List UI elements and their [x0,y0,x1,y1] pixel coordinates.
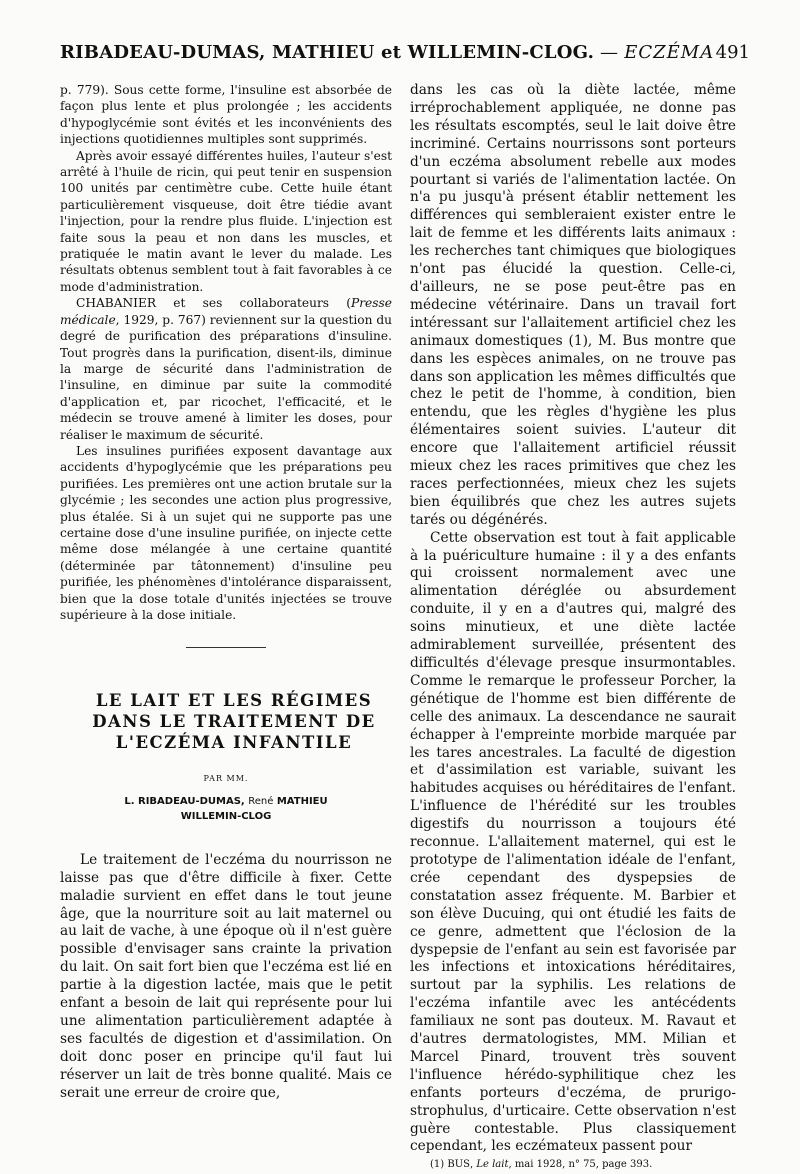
paragraph: Les insulines purifiées exposent davantage aux accidents d'hypoglycémie que les préparations peu purifiées. Les premières ont une action brutale sur la glycémie ; les secondes une action plus progressive, plus étalée. Si à un sujet qui ne supporte pas une certaine dose d'une insuline purifiée, on injecte cette même dose mélangée à une certaine quantité (déterminée par tâtonnement) d'insuline peu purifiée, les phénomènes d'intolérance disparaissent, bien que la dose totale d'unités injectées se trouve supérieure à la dose initiale. [60,443,392,622]
article-title-line-1: LE LAIT ET LES RÉGIMES [95,691,373,711]
author-text: L. RIBADEAU-DUMAS, [124,795,249,807]
header-separator: — [600,42,619,63]
article-authors [60,794,392,824]
journal-name: Presse médicale [60,296,392,327]
author-text: René [248,795,274,807]
header-authors: RIBADEAU-DUMAS, MATHIEU et WILLEMIN-CLOG. [60,42,595,63]
by-line: PAR MM. [203,774,249,784]
footnote-marker: (1) [430,1159,448,1171]
left-column [60,82,392,1103]
footnote-details: , mai 1928, n° 75, page 393. [508,1159,653,1171]
author-text: MATHIEU [273,795,328,807]
authors-line-1 [60,794,392,809]
paragraph: Le traitement de l'eczéma du nourrisson ne laisse pas que d'être difficile à fixer. Cette maladie survient en effet dans le tout jeune âge, que la nourriture soit au lait maternel ou au lait de vache, à une époque où il n'est guère possible d'envisager sans crainte la privation du lait. On sait fort bien que l'eczéma est lié en partie à la digestion lactée, mais que le petit enfant a besoin de lait qui représente pour lui une alimentation particulièrement adaptée à ses facultés de digestion et d'assimilation. On doit donc poser en principe qu'il faut lui réserver un lait de très bonne qualité. Mais ce serait une erreur de croire que, [60,851,392,1101]
text-run: et ses collaborateurs ( [156,296,352,311]
footnote-author: BUS [447,1159,470,1171]
article-title-line-2: DANS LE TRAITEMENT DE [92,712,376,732]
header-topic: ECZÉMA [624,42,715,63]
author-name: CHABANIER [76,296,157,311]
running-header [60,42,750,74]
paragraph: Après avoir essayé différentes huiles, l'auteur s'est arrêté à l'huile de ricin, qui peut tenir en suspension 100 unités par centimètre cube. Cette huile étant particulièrement visqueuse, doit être tiédie avant l'injection, pour la rendre plus fluide. L'injection est faite sous la peau et non dans les muscles, et pratiquée le matin avant le lever du malade. Les résultats obtenus semblent tout à fait favorables à ce mode d'administration. [60,148,392,294]
footnote-separator: , [469,1159,477,1171]
section-divider [186,647,266,648]
page-number: 491 [715,42,750,63]
text-run: , 1929, p. 767) reviennent sur la question du degré de purification des préparations d'insuline. Tout progrès dans la purification, disent-ils, diminue la marge de sécurité dans l'administration de l'insuline, en diminue par suite la commodité d'application et, par ricochet, l'efficacité, et le médecin se trouve amené à limiter les doses, pour réaliser le maximum de sécurité. [60,312,392,442]
authors-line-2: WILLEMIN-CLOG [180,810,272,822]
right-column [410,82,736,1174]
paragraph: p. 779). Sous cette forme, l'insuline est absorbée de façon plus lente et plus prolongée ; les accidents d'hypoglycémie sont évités et les inconvénients des injections quotidiennes multiples sont supprimés. [60,83,392,147]
header-authors-line [60,42,714,63]
article-intro [60,852,392,1103]
paragraph: Cette observation est tout à fait applicable à la puériculture humaine : il y a des enfants qui croissent normalement avec une alimentation déréglée ou absurdement conduite, il y en a d'autres qui, malgré des soins minutieux, et une diète lactée admirablement surveillée, présentent des difficultés d'élevage presque insurmontables. Comme le remarque le professeur Porcher, la génétique de l'homme est bien différente de celle des animaux. La descendance ne saurait échapper à l'empreinte morbide marquée par les tares ancestrales. La faculté de digestion et d'assimilation est variable, suivant les habitudes acquises ou héréditaires de l'enfant. L'influence de l'hérédité sur les troubles digestifs du nourrisson a toujours été reconnue. L'allaitement maternel, qui est le prototype de l'alimentation idéale de l'enfant, crée cependant des dyspepsies de constatation assez fréquente. M. Barbier et son élève Ducuing, qui ont étudié les faits de ce genre, admettent que l'éclosion de la dyspepsie de l'enfant au sein est favorisée par les infections et intoxications héréditaires, surtout par la syphilis. Les relations de l'eczéma infantile avec les antécédents familiaux ne sont pas douteux. M. Ravaut et d'autres dermatologistes, MM. Milian et Marcel Pinard, trouvent très souvent l'influence hérédo-syphilitique chez les enfants porteurs d'eczéma, de prurigo-strophulus, d'urticaire. Cette observation n'est guère contestable. Plus classiquement cependant, les eczémateux passent pour [410,529,736,1155]
paragraph: dans les cas où la diète lactée, même irréprochablement appliquée, ne donne pas les résultats escomptés, seul le lait doive être incriminé. Certains nourrissons sont porteurs d'un eczéma absolument rebelle aux modes pourtant si variés de l'alimentation lactée. On n'a pu jusqu'à présent établir nettement les différences qui sembleraient exister entre le lait de femme et les différents laits animaux : les recherches tant chimiques que biologiques n'ont pas élucidé la question. Celle-ci, d'ailleurs, ne se pose peut-être pas en médecine vétérinaire. Dans un travail fort intéressant sur l'allaitement artificiel chez les animaux domestiques (1), M. Bus montre que dans les espèces animales, on ne trouve pas dans son application les mêmes difficultés que chez le petit de l'homme, à condition, bien entendu, que les règles d'hygiène les plus élémentaires soient suivies. L'auteur dit encore que l'allaitement artificiel réussit mieux chez les races primitives que chez les races perfectionnées, mieux chez les sujets bien équilibrés que chez les autres sujets tarés ou dégénérés. [410,82,736,528]
paragraph-chabanier [60,295,392,443]
footnote-journal: Le lait [476,1159,509,1171]
footnote [410,1156,736,1174]
article-title-line-3: L'ECZÉMA INFANTILE [115,733,353,753]
